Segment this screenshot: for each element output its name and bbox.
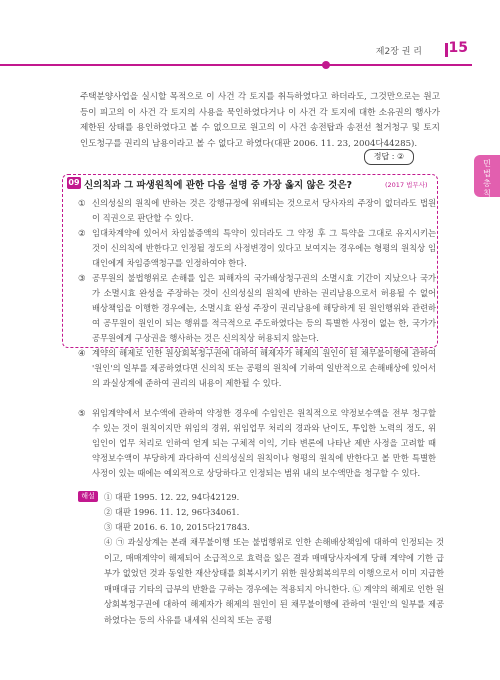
answer-badge: 정답 : ② [364,149,414,165]
page-header [0,0,500,72]
option-text: 공무원의 불법행위로 손해를 입은 피해자의 국가배상청구권의 소멸시효 기간이 지났으나 국가가 소멸시효 완성을 주장하는 것이 신의성실의 원칙에 반하는 권리남용으로서 허용될 수 없어 배상책임을 이행한 경우에는, 소멸시효 완성 주장이 권리남용에 해당하게 된 원인행위와 관련하여 공무원이 원인이 되는 행위를 적극적으로 주도하였다는 등의 특별한 사정이 없는 한, 국가가 공무원에게 구상권을 행사하는 것은 신의칙상 허용되지 않는다. [92,273,436,343]
option-5 [78,406,436,481]
option-4 [78,346,436,391]
header-rule [0,64,472,66]
option-number: ③ [78,273,86,283]
option-1 [78,196,436,226]
option-text: 임대차계약에 있어서 차임불증액의 특약이 있더라도 그 약정 후 그 특약을 그대로 유지시키는 것이 신의칙에 반한다고 인정될 정도의 사정변경이 있다고 보여지는 경우에는 형평의 원칙상 임대인에게 차임증액청구를 인정하여야 한다. [92,228,436,268]
option-text: 위임계약에서 보수액에 관하여 약정한 경우에 수임인은 원칙적으로 약정보수액을 전부 청구할 수 있는 것이 원칙이지만 위임의 경위, 위임업무 처리의 경과와 난이도, 투입한 노력의 정도, 위임인이 업무 처리로 인하여 얻게 되는 구체적 이익, 기타 변론에 나타난 제반 사정을 고려할 때 약정보수액이 부당하게 과다하여 신의성실의 원칙이나 형평의 원칙에 반한다고 볼 만한 특별한 사정이 있는 때에는 예외적으로 상당하다고 인정되는 범위 내의 보수액만을 청구할 수 있다. [92,408,436,478]
option-2 [78,226,436,271]
section-side-tab-label: 민법총칙 [483,159,491,198]
intro-paragraph: 주택분양사업을 실시할 목적으로 이 사건 각 토지를 취득하였다고 하더라도, 그것만으로는 원고 등이 피고의 이 사건 각 토지의 사용을 묵인하였다거나 이 사건 각 토지에 대한 소유권의 행사가 제한된 상태를 용인하였다고 볼 수 없으므로 원고의 이 사건 송전탑과 송전선 철거청구 및 토지 인도청구를 권리의 남용이라고 볼 수 없다고 하였다(대판 2006. 11. 23, 2004다44285). [80,92,440,149]
option-text: 계약의 해제로 인한 원상회복청구권에 대하여 해제자가 해제의 원인이 된 채무불이행에 관하여 '원인'의 일부를 제공하였다면 신의칙 또는 공평의 원칙에 기하여 일반적으로 손해배상에 있어서의 과실상계에 준하여 권리의 내용이 제한될 수 있다. [92,348,436,388]
explanation-item-1: ① 대판 1995. 12. 22, 94다42129. [104,492,240,502]
question-source: (2017 법무사) [385,181,428,189]
option-number: ⑤ [78,408,86,418]
explanation-item-3: ③ 대판 2016. 6. 10, 2015다217843. [104,522,250,532]
option-number: ① [78,198,86,208]
option-3 [78,271,436,346]
question-number: 09 [68,178,80,187]
option-number: ② [78,228,86,238]
explanation-item-4: ④ ㉠ 과실상계는 본래 채무불이행 또는 불법행위로 인한 손해배상책임에 대하여 인정되는 것이고, 매매계약이 해제되어 소급적으로 효력을 잃은 결과 매매당사자에게 당해 계약에 기한 급부가 없었던 것과 동일한 재산상태를 회복시키기 위한 원상회복의무의 이행으로서 이미 지급한 매매대금 기타의 급부의 반환을 구하는 경우에는 적용되지 아니한다. ㉡ 계약의 해제로 인한 원상회복청구권에 대하여 해제자가 해제의 원인이 된 채무불이행에 관하여 '원인'의 일부를 제공하였다는 등의 사유를 내세워 신의칙 또는 공평 [104,537,444,625]
chapter-title: 제2장 권 리 [375,47,422,57]
explanation-label: 해설 [78,491,98,502]
option-text: 신의성실의 원칙에 반하는 것은 강행규정에 위배되는 것으로서 당사자의 주장이 없더라도 법원이 직권으로 판단할 수 있다. [92,198,436,223]
explanation-item-2: ② 대판 1996. 11. 12, 96다34061. [104,507,240,517]
option-number: ④ [78,348,86,358]
header-rule-dot [322,61,330,69]
page-number: 15 [448,40,468,56]
section-side-tab [474,155,500,197]
question-text: 신의칙과 그 파생원칙에 관한 다음 설명 중 가장 옳지 않은 것은? [84,180,353,191]
